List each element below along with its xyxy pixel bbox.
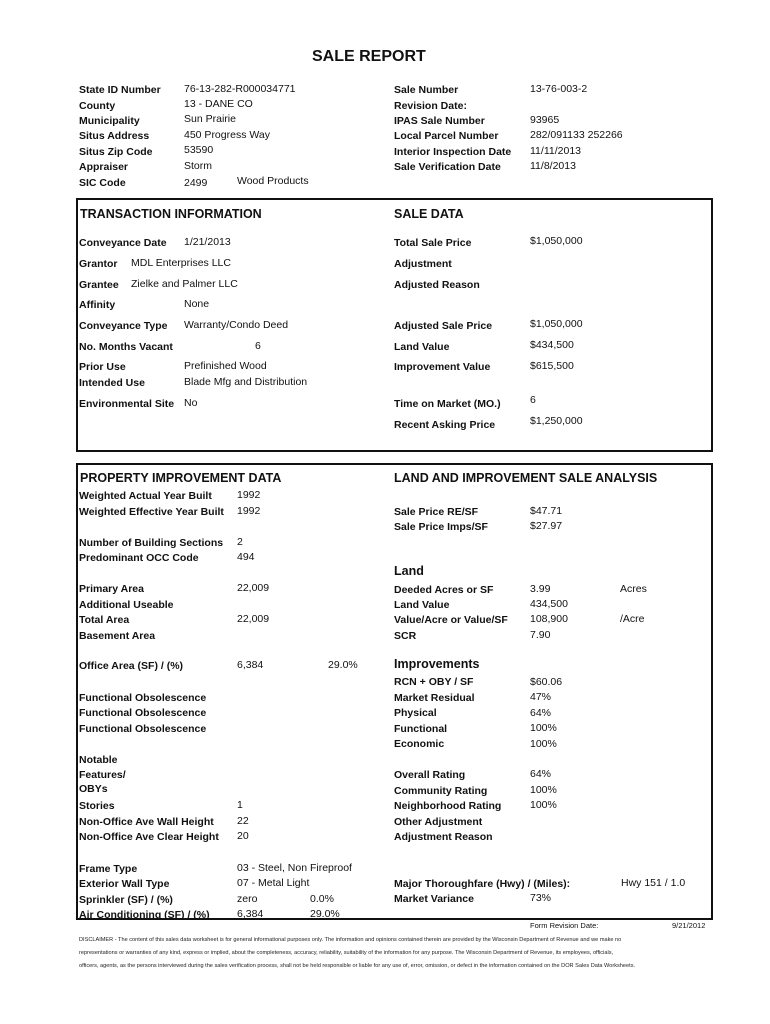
recent-asking-label: Recent Asking Price [394, 419, 496, 431]
sale-data-heading: SALE DATA [394, 207, 464, 221]
frame-type-value: 03 - Steel, Non Fireproof [237, 862, 352, 874]
economic-value: 100% [530, 738, 557, 750]
thoroughfare-value: Hwy 151 / 1.0 [621, 877, 686, 889]
ipas-sale-number-label: IPAS Sale Number [394, 115, 485, 127]
value-acre-unit: /Acre [620, 613, 645, 625]
county-label: County [79, 100, 116, 112]
overall-rating-value: 64% [530, 768, 552, 780]
functional-obsolescence-2: Functional Obsolescence [79, 707, 207, 719]
deeded-acres-unit: Acres [620, 583, 647, 595]
adjustment-reason-label: Adjustment Reason [394, 831, 493, 843]
revision-date-label: Revision Date: [394, 100, 467, 112]
deeded-acres-label: Deeded Acres or SF [394, 584, 494, 596]
effective-year-label: Weighted Effective Year Built [79, 506, 224, 518]
functional-value: 100% [530, 722, 557, 734]
stories-value: 1 [237, 799, 243, 811]
land-value-value: $434,500 [530, 339, 574, 351]
analysis-land-value-label: Land Value [394, 599, 450, 611]
total-sale-price-label: Total Sale Price [394, 237, 472, 249]
clear-height-label: Non-Office Ave Clear Height [79, 831, 219, 843]
basement-area-label: Basement Area [79, 630, 156, 642]
prior-use-label: Prior Use [79, 361, 126, 373]
sale-verification-value: 11/8/2013 [530, 160, 576, 172]
market-residual-value: 47% [530, 691, 552, 703]
analysis-land-value-value: 434,500 [530, 598, 568, 610]
local-parcel-value: 282/091133 252266 [530, 129, 623, 141]
functional-obsolescence-1: Functional Obsolescence [79, 692, 207, 704]
municipality-value: Sun Prairie [184, 113, 236, 125]
environmental-label: Environmental Site [79, 398, 175, 410]
situs-zip-value: 53590 [184, 144, 214, 156]
ipas-sale-number-value: 93965 [530, 114, 560, 126]
functional-label: Functional [394, 723, 448, 735]
sic-code-label: SIC Code [79, 177, 126, 189]
economic-label: Economic [394, 738, 445, 750]
months-vacant-value: 6 [255, 340, 261, 352]
improvement-value-value: $615,500 [530, 360, 574, 372]
adjustment-label: Adjustment [394, 258, 452, 270]
thoroughfare-label: Major Thoroughfare (Hwy) / (Miles): [394, 878, 571, 890]
sprinkler-pct: 0.0% [310, 893, 334, 905]
conveyance-type-value: Warranty/Condo Deed [184, 319, 289, 331]
deeded-acres-value: 3.99 [530, 583, 551, 595]
state-id-label: State ID Number [79, 84, 161, 96]
physical-label: Physical [394, 707, 437, 719]
transaction-heading: TRANSACTION INFORMATION [80, 207, 262, 221]
affinity-label: Affinity [79, 299, 116, 311]
affinity-value: None [184, 298, 210, 310]
community-rating-value: 100% [530, 784, 557, 796]
notable-label-2: Features/ [79, 769, 126, 781]
situs-address-label: Situs Address [79, 130, 150, 142]
improvement-value-label: Improvement Value [394, 361, 491, 373]
sale-number-label: Sale Number [394, 84, 459, 96]
value-acre-label: Value/Acre or Value/SF [394, 614, 508, 626]
additional-useable-label: Additional Useable [79, 599, 174, 611]
sprinkler-value: zero [237, 893, 258, 905]
land-heading: Land [394, 564, 424, 578]
prior-use-value: Prefinished Wood [184, 360, 267, 372]
scr-label: SCR [394, 630, 417, 642]
effective-year-value: 1992 [237, 505, 261, 517]
wall-height-value: 22 [237, 815, 249, 827]
sale-verification-label: Sale Verification Date [394, 161, 501, 173]
environmental-value: No [184, 397, 198, 409]
adjusted-reason-label: Adjusted Reason [394, 279, 480, 291]
air-conditioning-pct: 29.0% [310, 908, 340, 920]
adjusted-sale-price-label: Adjusted Sale Price [394, 320, 493, 332]
sic-code-description: Wood Products [237, 175, 309, 187]
price-re-sf-label: Sale Price RE/SF [394, 506, 479, 518]
air-conditioning-label: Air Conditioning (SF) / (%) [79, 909, 210, 921]
conveyance-date-value: 1/21/2013 [184, 236, 231, 248]
time-on-market-value: 6 [530, 394, 536, 406]
notable-label-3: OBYs [79, 783, 108, 795]
form-revision-label: Form Revision Date: [530, 921, 599, 930]
occ-code-value: 494 [237, 551, 255, 563]
other-adjustment-label: Other Adjustment [394, 816, 483, 828]
office-area-pct: 29.0% [328, 659, 358, 671]
year-built-value: 1992 [237, 489, 261, 501]
recent-asking-value: $1,250,000 [530, 415, 583, 427]
state-id-value: 76-13-282-R000034771 [184, 83, 296, 95]
page-title: SALE REPORT [312, 48, 426, 65]
land-value-label: Land Value [394, 341, 450, 353]
primary-area-label: Primary Area [79, 583, 144, 595]
disclaimer-line-3: officers, agents, as the persons interviewed during the sales verification process, shall not be held responsible or liable for any use of, error, omission, or defect in the information contained on the DOR Sales Data Worksheets. [79, 963, 636, 969]
grantee-label: Grantee [79, 279, 119, 291]
rcn-label: RCN + OBY / SF [394, 676, 474, 688]
physical-value: 64% [530, 707, 552, 719]
occ-code-label: Predominant OCC Code [79, 552, 199, 564]
disclaimer-line-1: DISCLAIMER - The content of this sales data worksheet is for general informational purposes only. The information and opinions contained therein are provided by the Wisconsin Department of Revenue and we make no [79, 937, 622, 943]
total-sale-price-value: $1,050,000 [530, 235, 583, 247]
price-re-sf-value: $47.71 [530, 505, 563, 517]
exterior-wall-value: 07 - Metal Light [237, 877, 310, 889]
appraiser-value: Storm [184, 160, 213, 172]
neighborhood-rating-value: 100% [530, 799, 557, 811]
interior-inspection-label: Interior Inspection Date [394, 146, 512, 158]
form-revision-date: 9/21/2012 [672, 921, 706, 930]
situs-address-value: 450 Progress Way [184, 129, 270, 141]
neighborhood-rating-label: Neighborhood Rating [394, 800, 502, 812]
rcn-value: $60.06 [530, 676, 563, 688]
sections-label: Number of Building Sections [79, 537, 224, 549]
overall-rating-label: Overall Rating [394, 769, 466, 781]
local-parcel-label: Local Parcel Number [394, 130, 499, 142]
interior-inspection-value: 11/11/2013 [530, 145, 581, 157]
improvements-heading: Improvements [394, 657, 480, 671]
sic-code-value: 2499 [184, 177, 208, 189]
clear-height-value: 20 [237, 830, 249, 842]
value-acre-value: 108,900 [530, 613, 568, 625]
exterior-wall-label: Exterior Wall Type [79, 878, 170, 890]
total-area-value: 22,009 [237, 613, 270, 625]
frame-type-label: Frame Type [79, 863, 138, 875]
stories-label: Stories [79, 800, 115, 812]
adjusted-sale-price-value: $1,050,000 [530, 318, 583, 330]
sections-value: 2 [237, 536, 243, 548]
primary-area-value: 22,009 [237, 582, 270, 594]
grantor-value: MDL Enterprises LLC [131, 257, 231, 269]
total-area-label: Total Area [79, 614, 130, 626]
time-on-market-label: Time on Market (MO.) [394, 398, 501, 410]
analysis-heading: LAND AND IMPROVEMENT SALE ANALYSIS [394, 471, 658, 485]
months-vacant-label: No. Months Vacant [79, 341, 173, 353]
county-value: 13 - DANE CO [184, 98, 253, 110]
functional-obsolescence-3: Functional Obsolescence [79, 723, 207, 735]
notable-label-1: Notable [79, 754, 118, 766]
scr-value: 7.90 [530, 629, 551, 641]
appraiser-label: Appraiser [79, 161, 129, 173]
office-area-label: Office Area (SF) / (%) [79, 660, 184, 672]
wall-height-label: Non-Office Ave Wall Height [79, 816, 214, 828]
grantor-label: Grantor [79, 258, 118, 270]
grantee-value: Zielke and Palmer LLC [131, 278, 238, 290]
year-built-label: Weighted Actual Year Built [79, 490, 212, 502]
price-imps-sf-label: Sale Price Imps/SF [394, 521, 488, 533]
intended-use-label: Intended Use [79, 377, 145, 389]
air-conditioning-value: 6,384 [237, 908, 264, 920]
office-area-value: 6,384 [237, 659, 264, 671]
intended-use-value: Blade Mfg and Distribution [184, 376, 308, 388]
community-rating-label: Community Rating [394, 785, 488, 797]
sprinkler-label: Sprinkler (SF) / (%) [79, 894, 173, 906]
situs-zip-label: Situs Zip Code [79, 146, 153, 158]
municipality-label: Municipality [79, 115, 140, 127]
market-residual-label: Market Residual [394, 692, 475, 704]
conveyance-type-label: Conveyance Type [79, 320, 168, 332]
property-heading: PROPERTY IMPROVEMENT DATA [80, 471, 282, 485]
market-variance-value: 73% [530, 892, 552, 904]
sale-number-value: 13-76-003-2 [530, 83, 588, 95]
price-imps-sf-value: $27.97 [530, 520, 563, 532]
market-variance-label: Market Variance [394, 893, 474, 905]
conveyance-date-label: Conveyance Date [79, 237, 167, 249]
disclaimer-line-2: representations or warranties of any kind, express or implied, about the completeness, accuracy, reliability, suitability of the information for any purpose. The Wisconsin Department of Revenue, its employees, officials, [79, 950, 614, 956]
